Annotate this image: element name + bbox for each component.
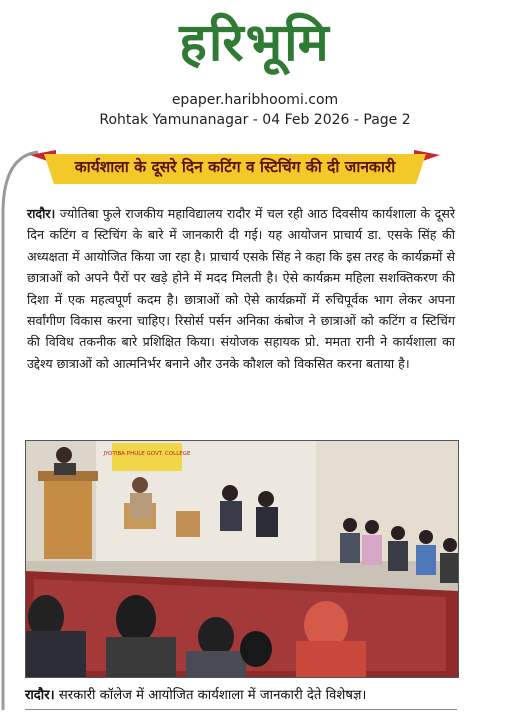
epaper-url[interactable]: epaper.haribhoomi.com xyxy=(171,92,339,108)
classroom-photo-illustration xyxy=(26,441,458,677)
caption-dateline: रादौर। xyxy=(25,688,55,703)
photo-caption xyxy=(25,686,465,706)
newspaper-logo: हरिभूमि xyxy=(179,13,331,73)
caption-divider xyxy=(25,709,457,710)
article-body xyxy=(27,203,455,374)
photo-banner-text: JYOTIBA PHULE GOVT. COLLEGE xyxy=(103,451,191,457)
edition-line: Rohtak Yamunanagar - 04 Feb 2026 - Page 2 xyxy=(99,112,411,128)
masthead xyxy=(0,8,510,78)
caption-text: सरकारी कॉलेज में आयोजित कार्यशाला में जानकारी देते विशेषज्ञ। xyxy=(54,688,367,703)
article-dateline: रादौर। xyxy=(27,206,56,221)
article-photo xyxy=(25,440,459,678)
article-headline: कार्यशाला के दूसरे दिन कटिंग व स्टिचिंग की दी जानकारी xyxy=(74,158,396,176)
article-text: ज्योतिबा फुले राजकीय महाविद्यालय रादौर में चल रही आठ दिवसीय कार्यशाला के दूसरे दिन कटिंग व स्टिचिंग के बारे में जानकारी दी गई। यह आयोजन प्राचार्य डा. एसके सिंह की अध्यक्षता में आयोजित किया जा रहा है। प्राचार्य एसके सिंह ने कहा कि इस तरह के कार्यक्रमों से छात्राओं को अपने पैरों पर खड़े होने में मदद मिलती है। ऐसे कार्यक्रम महिला सशक्तिकरण की दिशा में एक महत्वपूर्ण कदम है। छात्राओं को ऐसे कार्यक्रमों में रुचिपूर्वक भाग लेकर अपना सर्वांगीण विकास करना चाहिए। रिसोर्स पर्सन अनिका कंबोज ने छात्राओं को कटिंग व स्टिचिंग की विविध तकनीक बारे प्रशिक्षित किया। संयोजक सहायक प्रो. ममता रानी ने कार्यशाला का उद्देश्य छात्राओं को आत्मनिर्भर बनाने और उनके कौशल को विकसित करना बताया है। xyxy=(27,206,455,371)
